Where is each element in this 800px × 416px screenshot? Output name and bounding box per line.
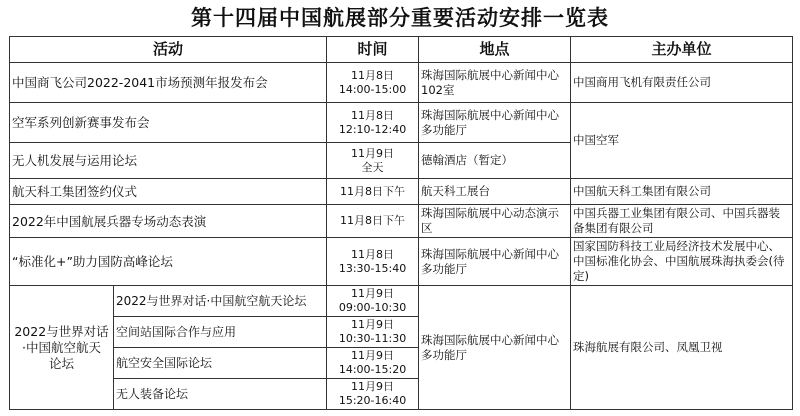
location-cell: 珠海国际航展中心新闻中心102室 xyxy=(419,63,571,103)
time-cell xyxy=(327,348,419,379)
forum-group-name-line3: 论坛 xyxy=(48,355,74,371)
table-row xyxy=(10,63,793,103)
time-cell xyxy=(327,379,419,410)
activity-cell: 2022年中国航展兵器专场动态表演 xyxy=(10,205,327,238)
activity-cell: 无人机发展与运用论坛 xyxy=(10,143,327,179)
location-cell: 航天科工展台 xyxy=(419,179,571,205)
location-cell: 珠海国际航展中心新闻中心多功能厅 xyxy=(419,286,571,410)
organizer-cell: 珠海航展有限公司、凤凰卫视 xyxy=(571,286,793,410)
time-cell xyxy=(327,103,419,143)
location-cell: 珠海国际航展中心动态演示区 xyxy=(419,205,571,238)
time-range: 15:20-16:40 xyxy=(338,394,407,407)
organizer-cell: 中国航天科工集团有限公司 xyxy=(571,179,793,205)
header-activity: 活动 xyxy=(10,37,327,63)
time-range: 13:30-15:40 xyxy=(338,261,407,275)
time-range: 12:10-12:40 xyxy=(338,122,407,136)
time-range: 09:00-10:30 xyxy=(338,301,407,314)
organizer-cell: 中国兵器工业集团有限公司、中国兵器装备集团有限公司 xyxy=(571,205,793,238)
time-range: 14:00-15:20 xyxy=(338,363,407,376)
time-cell xyxy=(327,317,419,348)
time-cell xyxy=(327,143,419,179)
session-name-cell: 空间站国际合作与应用 xyxy=(114,317,327,348)
time-range: 10:30-11:30 xyxy=(338,332,407,345)
organizer-cell: 中国空军 xyxy=(571,103,793,179)
time-cell: 11月8日下午 xyxy=(327,205,419,238)
time-cell xyxy=(327,286,419,317)
time-date: 11月9日 xyxy=(351,146,395,160)
activity-cell: “标准化+”助力国防高峰论坛 xyxy=(10,238,327,286)
table-row xyxy=(10,205,793,238)
header-time: 时间 xyxy=(327,37,419,63)
time-cell: 11月8日下午 xyxy=(327,179,419,205)
time-cell xyxy=(327,238,419,286)
session-name-cell: 2022与世界对话·中国航空航天论坛 xyxy=(114,286,327,317)
table-row xyxy=(10,238,793,286)
forum-group-cell xyxy=(10,286,114,410)
activity-cell: 空军系列创新赛事发布会 xyxy=(10,103,327,143)
session-name-cell: 航空安全国际论坛 xyxy=(114,348,327,379)
forum-group-name-line1: 2022与世界对话 xyxy=(14,323,109,339)
forum-session-row xyxy=(10,286,793,317)
time-date: 11月9日 xyxy=(351,380,395,393)
activity-cell: 中国商飞公司2022-2041市场预测年报发布会 xyxy=(10,63,327,103)
time-date: 11月9日 xyxy=(351,349,395,362)
forum-group-name-line2: ·中国航空航天 xyxy=(22,339,101,355)
time-date: 11月9日 xyxy=(351,318,395,331)
table-row xyxy=(10,179,793,205)
location-cell: 珠海国际航展中心新闻中心多功能厅 xyxy=(419,103,571,143)
time-date: 11月9日 xyxy=(351,287,395,300)
activity-cell: 航天科工集团签约仪式 xyxy=(10,179,327,205)
time-range: 14:00-15:00 xyxy=(338,82,407,96)
schedule-table xyxy=(9,36,793,410)
time-cell xyxy=(327,63,419,103)
time-date: 11月8日 xyxy=(351,247,395,261)
page-title: 第十四届中国航展部分重要活动安排一览表 xyxy=(191,5,609,30)
header-organizer: 主办单位 xyxy=(571,37,793,63)
organizer-cell: 中国商用飞机有限责任公司 xyxy=(571,63,793,103)
table-row xyxy=(10,103,793,143)
location-cell: 德翰酒店（暂定） xyxy=(419,143,571,179)
header-location: 地点 xyxy=(419,37,571,63)
session-name-cell: 无人装备论坛 xyxy=(114,379,327,410)
time-range: 全天 xyxy=(361,160,384,174)
location-cell: 珠海国际航展中心新闻中心多功能厅 xyxy=(419,238,571,286)
table-header-row xyxy=(10,37,793,63)
organizer-cell: 国家国防科技工业局经济技术发展中心、中国标准化协会、中国航展珠海执委会(待定) xyxy=(571,238,793,286)
time-date: 11月8日 xyxy=(351,108,395,122)
time-date: 11月8日 xyxy=(351,68,395,82)
